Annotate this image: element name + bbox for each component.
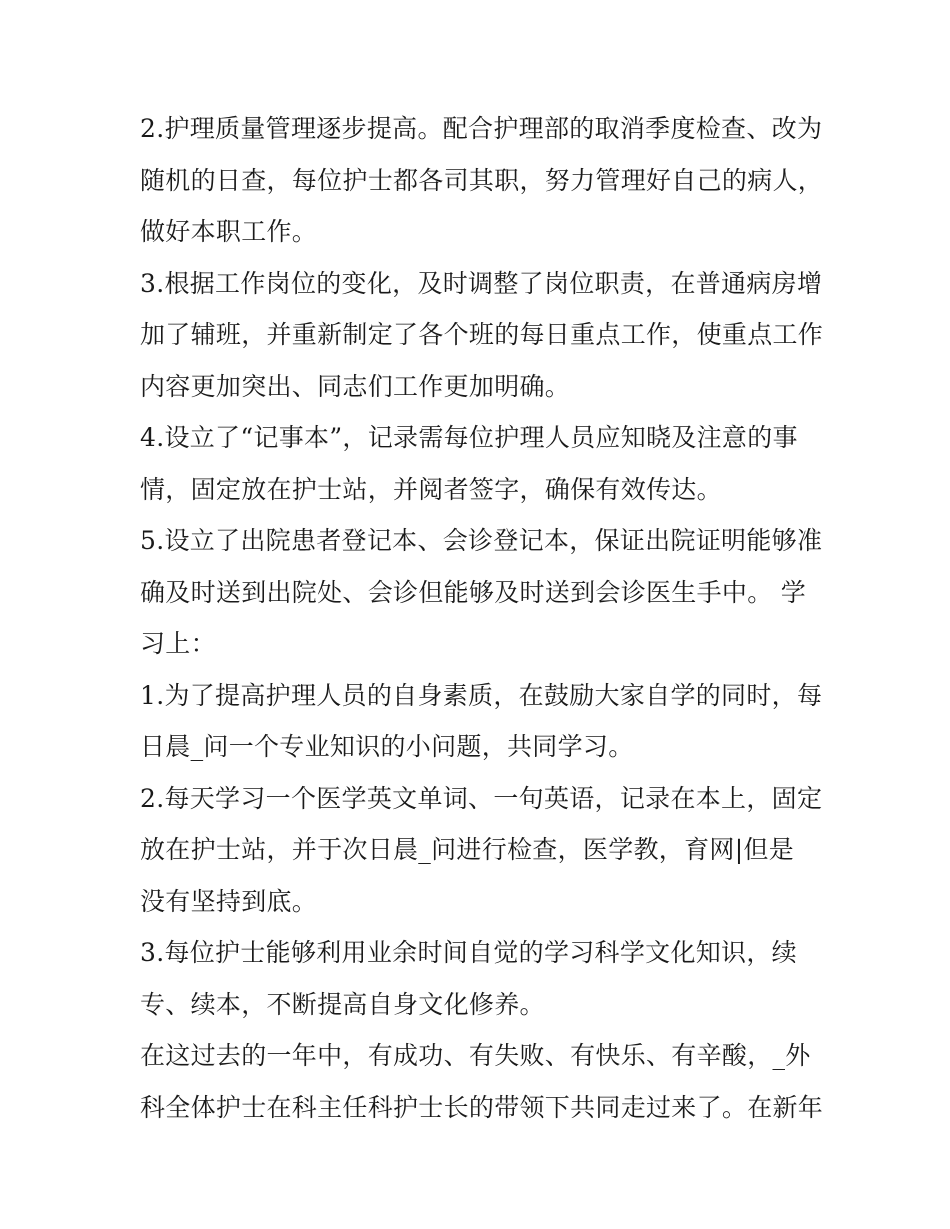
text-line: 日晨_问一个专业知识的小问题，共同学习。 (140, 732, 634, 761)
document-body (140, 103, 830, 1133)
text-line: 内容更加突出、同志们工作更加明确。 (140, 371, 571, 401)
text-line: 5.设立了出院患者登记本、会诊登记本，保证出院证明能够准 (140, 526, 823, 555)
text-line: 1.为了提高护理人员的自身素质，在鼓励大家自学的同时，每 (140, 680, 823, 710)
text-line: 没有坚持到底。 (140, 886, 318, 916)
text-line: 习上： (140, 629, 216, 658)
text-line: 确及时送到出院处、会诊但能够及时送到会诊医生手中。 学 (140, 577, 807, 607)
text-line: 情，固定放在护士站，并阅者签字，确保有效传达。 (140, 474, 722, 504)
text-line: 3.根据工作岗位的变化，及时调整了岗位职责，在普通病房增 (140, 268, 823, 298)
text-line: 科全体护士在科主任科护士长的带领下共同走过来了。在新年 (140, 1092, 824, 1122)
text-line: 在这过去的一年中，有成功、有失败、有快乐、有辛酸，_外 (140, 1041, 811, 1070)
text-line: 做好本职工作。 (140, 217, 318, 246)
text-line: 2.每天学习一个医学英文单词、一句英语，记录在本上，固定 (140, 783, 823, 813)
text-line: 随机的日查，每位护士都各司其职，努力管理好自己的病人， (140, 165, 824, 195)
text-line: 放在护士站，并于次日晨_问进行检查，医学教，育网|但是 (140, 835, 795, 864)
text-line: 专、续本，不断提高自身文化修养。 (140, 989, 545, 1019)
text-line: 3.每位护士能够利用业余时间自觉的学习科学文化知识，续 (140, 938, 797, 967)
text-line: 2.护理质量管理逐步提高。配合护理部的取消季度检查、改为 (140, 114, 823, 143)
text-line: 加了辅班，并重新制定了各个班的每日重点工作，使重点工作 (140, 320, 824, 349)
text-line: 4.设立了“记事本”，记录需每位护理人员应知晓及注意的事 (140, 423, 798, 452)
